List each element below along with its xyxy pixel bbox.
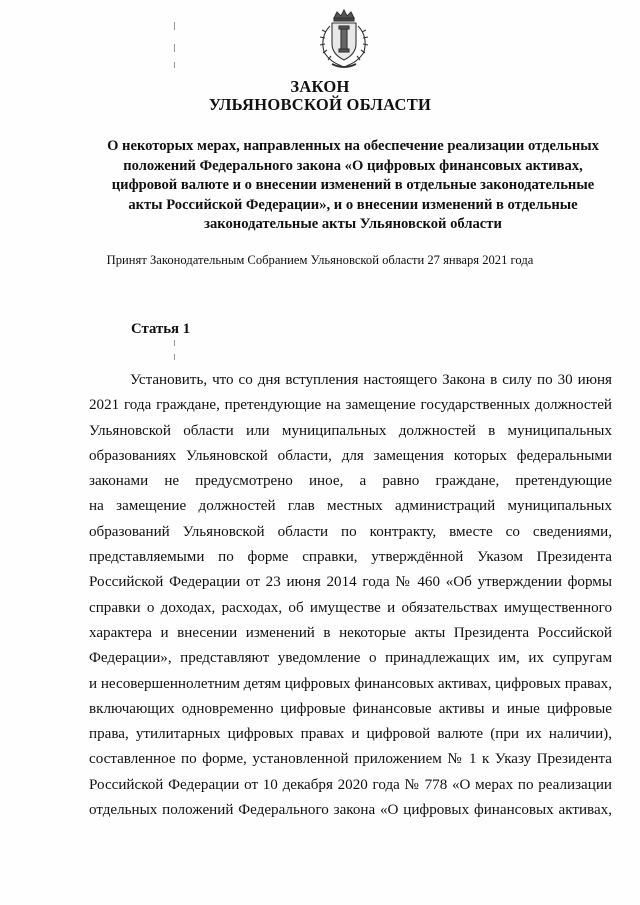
- adoption-note: Принят Законодательным Собранием Ульяновской области 27 января 2021 года: [106, 253, 534, 267]
- body-line: отдельных положений Федерального закона «О цифровых финансовых активах,: [89, 802, 612, 819]
- body-line: Установить, что со дня вступления настоящего Закона в силу по 30 июня: [130, 372, 612, 388]
- body-line: образований Ульяновской области по контракту, вместе со сведениями,: [89, 523, 612, 540]
- subtitle-line: положений Федерального закона «О цифровых финансовых активах,: [123, 157, 583, 174]
- subtitle-line: законодательные акты Ульяновской области: [204, 216, 502, 233]
- law-title: [0, 78, 640, 114]
- body-line: характера и внесении изменений в некоторые акты Президента Российской: [89, 624, 612, 641]
- body-line: образованиях Ульяновской области, для замещения которых федеральными: [89, 447, 612, 464]
- body-line: Ульяновской области или муниципальных должностей в муниципальных: [89, 422, 612, 439]
- body-line: 2021 года граждане, претендующие на замещение государственных должностей: [89, 397, 612, 414]
- subtitle-line: цифровой валюте и о внесении изменений в отдельные законодательные: [111, 177, 595, 194]
- body-line: включающих одновременно цифровые финансовые активы и иные цифровые: [89, 700, 612, 717]
- subtitle-line: акты Российской Федерации», и о внесении изменений в отдельные: [128, 196, 578, 213]
- law-subtitle: [88, 137, 618, 235]
- article-body: [89, 368, 612, 823]
- subtitle-line: О некоторых мерах, направленных на обеспечение реализации отдельных: [107, 138, 599, 154]
- body-line: на замещение должностей глав местных администраций муниципальных: [89, 498, 612, 515]
- body-line: законами не предусмотрено иное, а равно граждане, претендующие: [89, 473, 612, 490]
- scan-mark: [174, 62, 175, 68]
- body-line: права, утилитарных цифровых правах и цифровой валюте (при их наличии),: [89, 726, 612, 743]
- article-heading: Статья 1: [131, 321, 191, 337]
- body-line: Российской Федерации от 23 июня 2014 года № 460 «Об утверждении формы: [89, 574, 612, 591]
- body-line: и несовершеннолетним детям цифровых финансовых активах, цифровых правах,: [89, 675, 612, 692]
- scan-mark: [174, 340, 175, 346]
- scan-mark: [174, 354, 175, 360]
- body-line: представляемыми по форме справки, утверждённой Указом Президента: [89, 549, 612, 566]
- scan-mark: [174, 22, 175, 30]
- body-line: Российской Федерации от 10 декабря 2020 года № 778 «О мерах по реализации: [89, 776, 612, 793]
- body-line: Федерации», представляют уведомление о принадлежащих им, их супругам: [89, 650, 612, 667]
- law-label: ЗАКОН: [290, 77, 350, 96]
- body-line: составленное по форме, установленной приложением № 1 к Указу Президента: [89, 751, 612, 768]
- body-line: справки о доходах, расходах, об имуществе и обязательствах имущественного: [89, 599, 612, 616]
- coat-of-arms-icon: [314, 6, 374, 72]
- scan-mark: [174, 44, 175, 52]
- region-label: УЛЬЯНОВСКОЙ ОБЛАСТИ: [208, 95, 432, 114]
